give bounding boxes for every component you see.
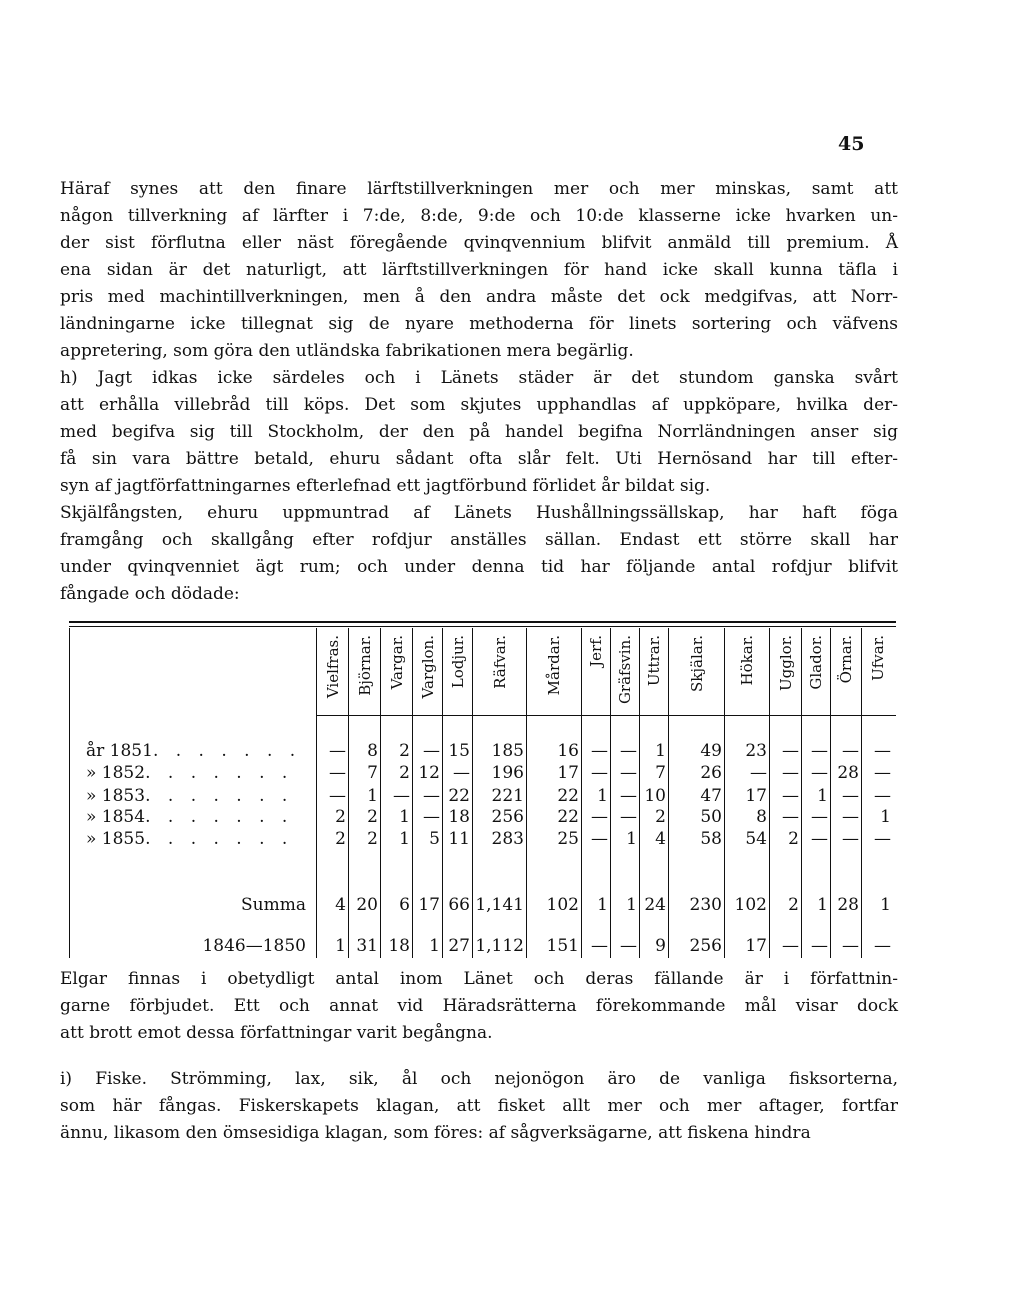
table-cell: 1 <box>597 895 608 915</box>
column-header-label: Ugglor. <box>776 635 795 691</box>
text-line: pris med machintillverkningen, men å den andra måste det ock medgifvas, att Norr- <box>60 287 898 307</box>
text-line: appretering, som göra den utländska fabrikationen mera begärlig. <box>60 341 634 361</box>
table-cell: 4 <box>655 829 666 849</box>
table-cell: 20 <box>356 895 378 915</box>
table-cell: — <box>620 786 637 806</box>
text-line: i) Fiske. Strömming, lax, sik, ål och nejonögon äro de vanliga fisksorterna, <box>60 1069 898 1089</box>
column-header-label: Skjälar. <box>687 635 706 692</box>
table-cell: 7 <box>367 763 378 783</box>
table-cell: — <box>591 829 608 849</box>
table-cell: 28 <box>837 895 859 915</box>
column-divider <box>861 628 862 958</box>
column-header <box>612 635 639 715</box>
table-cell: 1 <box>597 786 608 806</box>
column-header <box>803 635 830 715</box>
column-divider <box>526 628 527 958</box>
table-cell: 102 <box>546 895 579 915</box>
table-cell: — <box>874 936 891 956</box>
column-divider <box>69 628 70 958</box>
column-header <box>350 635 380 715</box>
column-header-label: Hökar. <box>738 635 756 686</box>
text-line: der sist förflutna eller näst föregående qvinqvennium blifvit anmäld till premium. Å <box>60 233 898 253</box>
table-cell: 47 <box>700 786 722 806</box>
text-line: framgång och skallgång efter rofdjur anställes sällan. Endast ett större skall har <box>60 530 898 550</box>
table-cell: 25 <box>557 829 579 849</box>
table-cell: 2 <box>788 829 799 849</box>
table-cell: 27 <box>448 936 470 956</box>
column-divider <box>830 628 831 958</box>
table-cell: — <box>874 741 891 761</box>
table-cell: 185 <box>491 741 524 761</box>
table-cell: — <box>782 936 799 956</box>
table-cell: 2 <box>399 763 410 783</box>
leader-dots: . . . . . . . <box>152 741 302 761</box>
table-cell: — <box>874 786 891 806</box>
table-header-rule <box>69 626 896 627</box>
column-header-label: Gräfsvin. <box>616 635 634 705</box>
text-line: att brott emot dessa författningar varit begångna. <box>60 1023 493 1043</box>
table-cell: 22 <box>557 807 579 827</box>
table-cell: — <box>393 786 410 806</box>
leader-dots: . . . . . . . <box>145 786 294 806</box>
table-cell: — <box>811 829 828 849</box>
column-header-label: Björnar. <box>355 635 374 696</box>
column-header <box>863 635 893 715</box>
table-cell: 17 <box>745 936 767 956</box>
table-cell: 102 <box>734 895 767 915</box>
column-header-label: Varglon. <box>418 635 437 699</box>
table-cell: 22 <box>557 786 579 806</box>
row-label <box>86 762 316 784</box>
table-cell: 1 <box>880 895 891 915</box>
table-cell: — <box>874 763 891 783</box>
text-line: syn af jagtförfattningarnes efterlefnad ett jagtförbund förlidet år bildat sig. <box>60 476 711 496</box>
text-line: som här fångas. Fiskerskapets klagan, att fisket allt mer och mer aftager, fortfar <box>60 1096 898 1116</box>
table-cell: — <box>782 786 799 806</box>
column-header-label: Glador. <box>807 635 825 690</box>
row-year: » 1852 <box>86 763 146 783</box>
text-line: Skjälfångsten, ehuru uppmuntrad af Länets Hushållningssällskap, har haft föga <box>60 503 898 523</box>
table-cell: 1 <box>429 936 440 956</box>
text-line: någon tillverkning af lärfter i 7:de, 8:de, 9:de och 10:de klasserne icke hvarken un- <box>60 206 898 226</box>
column-header-label: Mårdar. <box>545 635 563 696</box>
table-cell: 18 <box>448 807 470 827</box>
table-cell: — <box>329 763 346 783</box>
table-cell: — <box>423 807 440 827</box>
table-cell: 1 <box>626 829 637 849</box>
column-header <box>726 635 769 715</box>
table-header-bottom-rule <box>316 715 896 716</box>
column-header <box>414 635 442 715</box>
table-cell: 24 <box>644 895 666 915</box>
table-cell: 2 <box>655 807 666 827</box>
table-cell: 1 <box>880 807 891 827</box>
column-header <box>670 635 724 715</box>
row-year: » 1853 <box>86 786 146 806</box>
table-cell: 58 <box>700 829 722 849</box>
table-cell: 1 <box>399 829 410 849</box>
table-cell: 1 <box>335 936 346 956</box>
column-header-label: Vargar. <box>387 635 406 690</box>
table-cell: 2 <box>367 829 378 849</box>
table-cell: 17 <box>557 763 579 783</box>
table-cell: 8 <box>756 807 767 827</box>
table-cell: 26 <box>700 763 722 783</box>
table-cell: 23 <box>745 741 767 761</box>
column-header <box>832 635 861 715</box>
column-header <box>318 635 348 715</box>
column-divider <box>442 628 443 958</box>
table-cell: — <box>811 936 828 956</box>
table-cell: — <box>591 741 608 761</box>
table-cell: 1 <box>399 807 410 827</box>
table-cell: 4 <box>335 895 346 915</box>
table-cell: — <box>782 763 799 783</box>
table-cell: 1,112 <box>475 936 524 956</box>
table-cell: 283 <box>491 829 524 849</box>
table-cell: 1 <box>367 786 378 806</box>
table-cell: — <box>620 807 637 827</box>
table-cell: 1 <box>817 895 828 915</box>
row-label <box>86 806 316 828</box>
table-cell: — <box>750 763 767 783</box>
text-line: ena sidan är det naturligt, att lärftstillverkningen för hand icke skall kunna täfla i <box>60 260 898 280</box>
column-header <box>583 635 610 715</box>
table-cell: — <box>620 763 637 783</box>
column-header-label: Vielfras. <box>323 635 342 699</box>
table-cell: — <box>620 936 637 956</box>
leader-dots: . . . . . . . <box>145 829 294 849</box>
column-header <box>528 635 581 715</box>
table-cell: 28 <box>837 763 859 783</box>
table-cell: 7 <box>655 763 666 783</box>
previous-label: 1846—1850 <box>202 936 306 956</box>
text-line: att erhålla villebråd till köps. Det som skjutes upphandlas af uppköpare, hvilka der- <box>60 395 898 415</box>
column-divider <box>316 628 317 958</box>
column-header <box>771 635 801 715</box>
row-year: » 1855 <box>86 829 146 849</box>
text-line: fångade och dödade: <box>60 584 240 604</box>
table-cell: 256 <box>491 807 524 827</box>
table-cell: 256 <box>689 936 722 956</box>
table-cell: 11 <box>448 829 470 849</box>
table-cell: 12 <box>418 763 440 783</box>
row-label <box>86 828 316 850</box>
table-cell: — <box>811 763 828 783</box>
row-year: » 1854 <box>86 807 146 827</box>
column-divider <box>610 628 611 958</box>
table-cell: — <box>329 786 346 806</box>
leader-dots: . . . . . . . <box>145 807 294 827</box>
table-cell: — <box>782 807 799 827</box>
column-header-label: Uttrar. <box>645 635 663 687</box>
column-divider <box>472 628 473 958</box>
table-cell: 151 <box>546 936 579 956</box>
table-cell: 15 <box>448 741 470 761</box>
column-divider <box>801 628 802 958</box>
table-cell: 9 <box>655 936 666 956</box>
column-header-label: Räfvar. <box>490 635 509 689</box>
column-divider <box>380 628 381 958</box>
table-top-rule <box>69 621 896 623</box>
table-cell: 1,141 <box>475 895 524 915</box>
table-cell: — <box>453 763 470 783</box>
row-year: år 1851 <box>86 741 153 761</box>
column-header-label: Ufvar. <box>868 635 887 681</box>
column-header <box>641 635 668 715</box>
table-cell: 49 <box>700 741 722 761</box>
column-header <box>474 635 526 715</box>
table-cell: 221 <box>491 786 524 806</box>
column-divider <box>668 628 669 958</box>
column-header-label: Örnar. <box>837 635 855 684</box>
table-cell: 1 <box>626 895 637 915</box>
table-cell: 2 <box>399 741 410 761</box>
table-cell: 16 <box>557 741 579 761</box>
table-cell: — <box>842 936 859 956</box>
text-line: Elgar finnas i obetydligt antal inom Länet och deras fällande är i författnin- <box>60 969 898 989</box>
column-header-label: Lodjur. <box>448 635 467 689</box>
row-label <box>86 785 316 807</box>
row-label <box>86 740 316 762</box>
text-line: få sin vara bättre betald, ehuru sådant ofta slår felt. Uti Hernösand har till efter- <box>60 449 898 469</box>
table-cell: 8 <box>367 741 378 761</box>
table-cell: — <box>620 741 637 761</box>
paragraph-fiske <box>60 1066 898 1147</box>
table-cell: — <box>811 807 828 827</box>
text-line: h) Jagt idkas icke särdeles och i Länets städer är det stundom ganska svårt <box>60 368 898 388</box>
table-cell: — <box>591 763 608 783</box>
table-cell: 196 <box>491 763 524 783</box>
table-cell: 230 <box>689 895 722 915</box>
table-cell: 31 <box>356 936 378 956</box>
table-cell: 18 <box>388 936 410 956</box>
table-cell: 2 <box>367 807 378 827</box>
table-cell: — <box>842 786 859 806</box>
table-cell: 2 <box>788 895 799 915</box>
table-cell: — <box>591 807 608 827</box>
table-cell: — <box>874 829 891 849</box>
leader-dots: . . . . . . . <box>145 763 294 783</box>
table-cell: 1 <box>655 741 666 761</box>
table-cell: 17 <box>745 786 767 806</box>
table-cell: 6 <box>399 895 410 915</box>
table-cell: 50 <box>700 807 722 827</box>
summa-label: Summa <box>241 895 306 915</box>
column-divider <box>412 628 413 958</box>
text-line: under qvinqvenniet ägt rum; och under denna tid har följande antal rofdjur blifvit <box>60 557 898 577</box>
table-cell: 54 <box>745 829 767 849</box>
table-cell: — <box>842 741 859 761</box>
paragraph-jagt <box>60 176 898 608</box>
table-cell: — <box>782 741 799 761</box>
column-divider <box>639 628 640 958</box>
table-cell: — <box>423 786 440 806</box>
table-cell: 2 <box>335 807 346 827</box>
table-cell: — <box>842 807 859 827</box>
table-cell: 22 <box>448 786 470 806</box>
page-number: 45 <box>838 133 865 155</box>
table-cell: — <box>591 936 608 956</box>
column-divider <box>769 628 770 958</box>
column-header-label: Jerf. <box>587 635 605 667</box>
table-cell: — <box>423 741 440 761</box>
table-cell: 17 <box>418 895 440 915</box>
table-cell: 5 <box>429 829 440 849</box>
column-header <box>382 635 412 715</box>
table-cell: 2 <box>335 829 346 849</box>
table-cell: 1 <box>817 786 828 806</box>
text-line: med begifva sig till Stockholm, der den på handel begifna Norrländningen anser sig <box>60 422 898 442</box>
text-line: Häraf synes att den finare lärftstillverkningen mer och mer minskas, samt att <box>60 179 898 199</box>
table-cell: — <box>329 741 346 761</box>
table-cell: 10 <box>644 786 666 806</box>
column-divider <box>724 628 725 958</box>
column-divider <box>348 628 349 958</box>
table-cell: — <box>811 741 828 761</box>
column-header <box>444 635 472 715</box>
text-line: garne förbjudet. Ett och annat vid Häradsrätterna förekommande mål visar dock <box>60 996 898 1016</box>
table-cell: 66 <box>448 895 470 915</box>
text-line: ländningarne icke tillegnat sig de nyare methoderna för linets sortering och väfvens <box>60 314 898 334</box>
text-line: ännu, likasom den ömsesidiga klagan, som föres: af sågverksägarne, att fiskena hindra <box>60 1123 811 1143</box>
paragraph-elgar <box>60 966 898 1047</box>
column-divider <box>581 628 582 958</box>
table-cell: — <box>842 829 859 849</box>
